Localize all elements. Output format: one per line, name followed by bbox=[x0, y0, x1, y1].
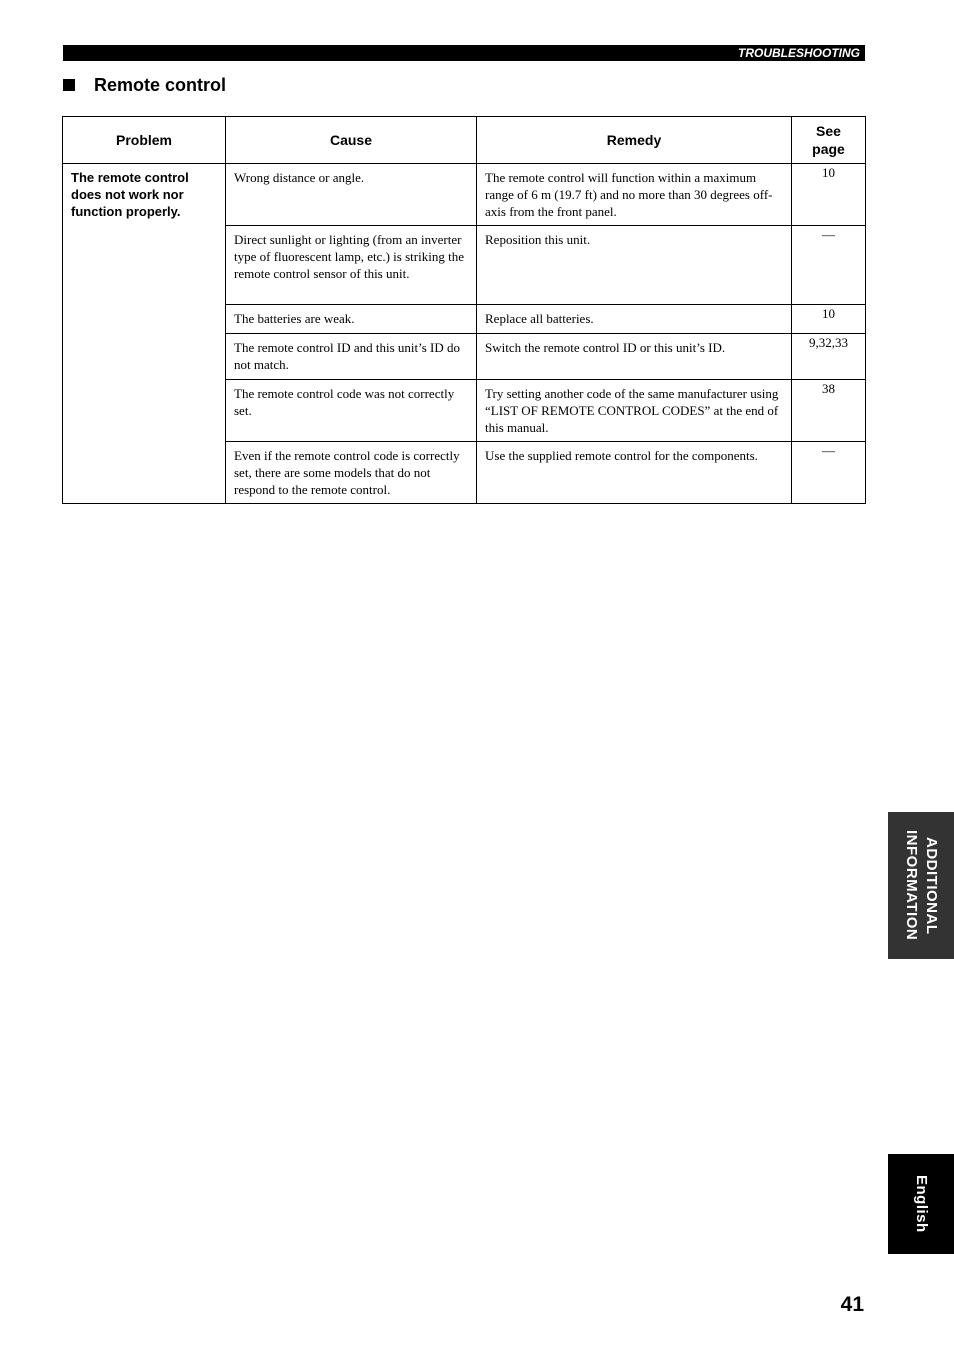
column-header-see-page-line1: See bbox=[816, 123, 841, 139]
remedy-cell: Switch the remote control ID or this unit’s ID. bbox=[477, 334, 792, 380]
side-tab-line-additional: ADDITIONAL bbox=[923, 836, 940, 935]
page-ref-cell: 10 bbox=[792, 305, 866, 334]
page-ref-cell: — bbox=[792, 226, 866, 305]
page-ref-cell: — bbox=[792, 442, 866, 504]
remedy-cell: Replace all batteries. bbox=[477, 305, 792, 334]
side-tab-additional-information bbox=[888, 812, 954, 959]
section-title: Remote control bbox=[94, 74, 227, 95]
page-ref-cell: 9,32,33 bbox=[792, 334, 866, 380]
problem-cell: The remote control does not work nor function properly. bbox=[63, 164, 226, 504]
page-number: 41 bbox=[840, 1293, 864, 1316]
remedy-cell: Reposition this unit. bbox=[477, 226, 792, 305]
remedy-cell: Use the supplied remote control for the components. bbox=[477, 442, 792, 504]
remedy-cell: The remote control will function within a maximum range of 6 m (19.7 ft) and no more than 30 degrees off-axis from the front panel. bbox=[477, 164, 792, 226]
cause-cell: The batteries are weak. bbox=[226, 305, 477, 334]
cause-cell: Direct sunlight or lighting (from an inverter type of fluorescent lamp, etc.) is striking the remote control sensor of this unit. bbox=[226, 226, 477, 305]
cause-cell: The remote control ID and this unit’s ID do not match. bbox=[226, 334, 477, 380]
section-header-bar bbox=[63, 45, 865, 61]
side-tab-line-information: INFORMATION bbox=[903, 830, 920, 941]
column-header-see-page-line2: page bbox=[812, 141, 845, 157]
column-header-problem: Problem bbox=[63, 117, 226, 164]
cause-cell: Even if the remote control code is correctly set, there are some models that do not respond to the remote control. bbox=[226, 442, 477, 504]
side-tab-additional-information-label bbox=[901, 830, 941, 940]
column-header-remedy: Remedy bbox=[477, 117, 792, 164]
troubleshooting-table bbox=[62, 116, 866, 504]
page-ref-cell: 38 bbox=[792, 380, 866, 442]
page-ref-cell: 10 bbox=[792, 164, 866, 226]
column-header-cause: Cause bbox=[226, 117, 477, 164]
square-bullet-icon bbox=[63, 79, 75, 91]
side-tab-language bbox=[888, 1154, 954, 1254]
remedy-cell: Try setting another code of the same manufacturer using “LIST OF REMOTE CONTROL CODES” at the end of this manual. bbox=[477, 380, 792, 442]
column-header-see-page bbox=[792, 117, 866, 164]
cause-cell: Wrong distance or angle. bbox=[226, 164, 477, 226]
side-tab-language-label: English bbox=[913, 1175, 930, 1233]
section-heading bbox=[63, 73, 226, 97]
section-header-label: TROUBLESHOOTING bbox=[738, 46, 860, 60]
cause-cell: The remote control code was not correctly set. bbox=[226, 380, 477, 442]
table-row bbox=[63, 164, 866, 226]
table-header-row bbox=[63, 117, 866, 164]
